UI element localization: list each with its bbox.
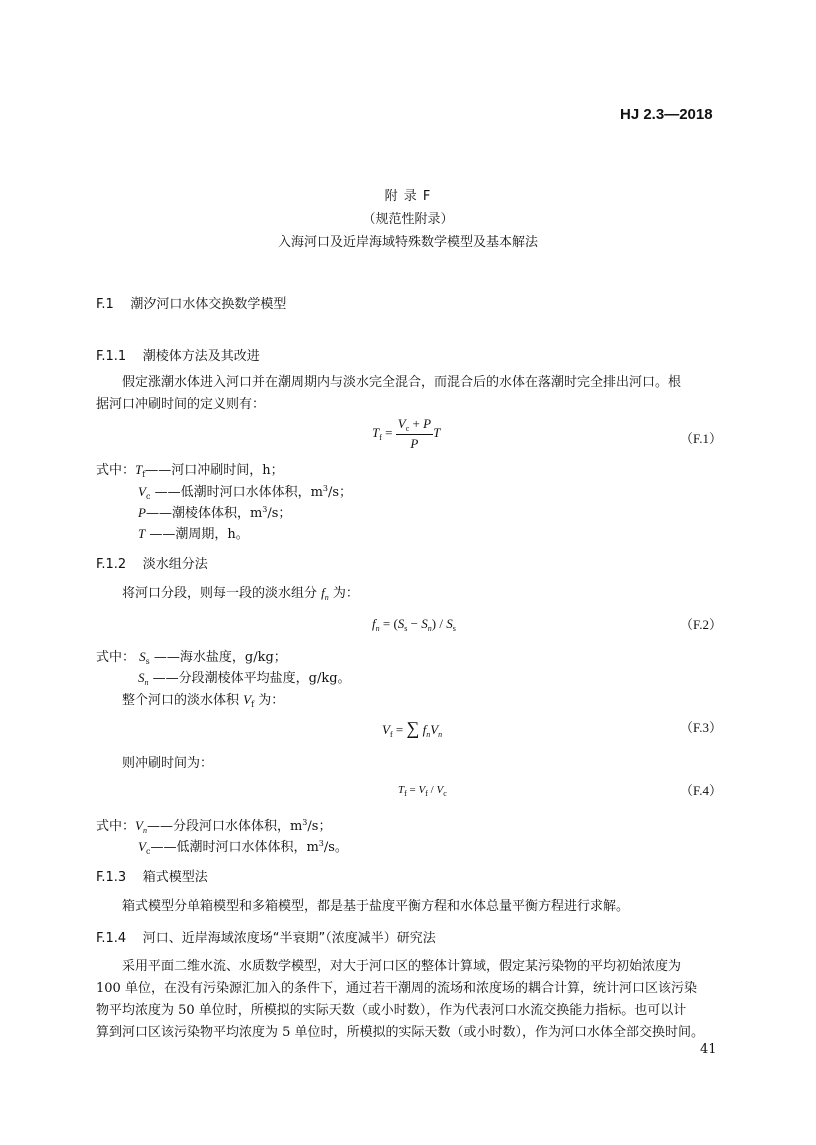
page-number: 41 xyxy=(700,1042,717,1057)
f11-def-vc: $V_c$ ——低潮时河口水体体积，$m^3/s$； xyxy=(138,484,353,501)
section-f13-heading: F.1.3 箱式模型法 xyxy=(96,870,208,885)
section-f14-heading: F.1.4 河口、近岸海域浓度场“半衰期”（浓度减半）研究法 xyxy=(96,931,436,946)
f12-def-ss: 式中： $S_s$ ——海水盐度，g/kg； xyxy=(96,649,287,666)
section-f1-heading: F.1 潮汐河口水体交换数学模型 xyxy=(96,297,287,312)
f14-paragraph: 采用平面二维水流、水质数学模型，对大于河口区的整体计算域，假定某污染物的平均初始浓度为 100 单位，在没有污染源汇加入的条件下，通过若干潮周的流场和浓度场的耦合计算，统计河口区该污染 物平均浓度为 50 单位时，所模拟的实际天数（或小时数），作为代表河口水流交换能力指标。也可以计 算到河口区该污染物平均浓度为 5 单位时，所模拟的实际天数（或小时数），作为河口水体全部交换时间。 xyxy=(96,959,705,1040)
f11-paragraph: 假定涨潮水体进入河口并在潮周期内与淡水完全混合，而混合后的水体在落潮时完全排出河口。根 据河口冲刷时间的定义则有： xyxy=(96,375,682,412)
equation-f2: $f_n = (S_s - S_n) / S_s$ xyxy=(372,616,456,633)
f12-def-vn: 式中：$V_n——$分段河口水体体积，$m^3/s$； xyxy=(96,818,332,835)
equation-f3: $V_f$ = ∑ $f_nV_n$ xyxy=(382,718,443,739)
section-f12-heading: F.1.2 淡水组分法 xyxy=(96,557,208,572)
equation-f4-number: （F.4） xyxy=(680,783,722,798)
f11-def-p: P——潮棱体体积，$m^3/s$； xyxy=(138,505,292,521)
appendix-label: 附 录 F xyxy=(384,189,432,204)
f12-def-vc: $V_c——$低潮时河口水体体积，$m^3/s$。 xyxy=(138,839,348,856)
f13-paragraph: 箱式模型分单箱模型和多箱模型，都是基于盐度平衡方程和水体总量平衡方程进行求解。 xyxy=(122,899,630,914)
equation-f3-number: （F.3） xyxy=(680,720,722,735)
equation-f1: $T_f$ = $\frac{V_c + P}{P}$ T xyxy=(372,416,441,451)
document-code: HJ 2.3—2018 xyxy=(620,106,713,123)
f12-def-sn: $S_n$ ——分段潮棱体平均盐度，g/kg。 xyxy=(138,670,351,687)
f12-intro: 将河口分段，则每一段的淡水组分 $f_n$ 为： xyxy=(122,585,359,602)
equation-f2-number: （F.2） xyxy=(680,617,722,632)
appendix-title: 入海河口及近岸海域特殊数学模型及基本解法 xyxy=(277,235,538,250)
f11-def-t: T ——潮周期，h。 xyxy=(138,526,249,542)
f12-volume-intro: 整个河口的淡水体积 $V_f$ 为： xyxy=(122,692,285,709)
f11-def-tf: 式中：$T_f——$河口冲刷时间，h； xyxy=(96,462,284,479)
section-f11-heading: F.1.1 潮棱体方法及其改进 xyxy=(96,349,260,364)
appendix-type: （规范性附录） xyxy=(362,212,454,227)
f12-flush-intro: 则冲刷时间为： xyxy=(122,756,214,771)
equation-f1-number: （F.1） xyxy=(680,431,722,446)
equation-f4: $T_f = V_f / V_c$ xyxy=(398,784,447,798)
